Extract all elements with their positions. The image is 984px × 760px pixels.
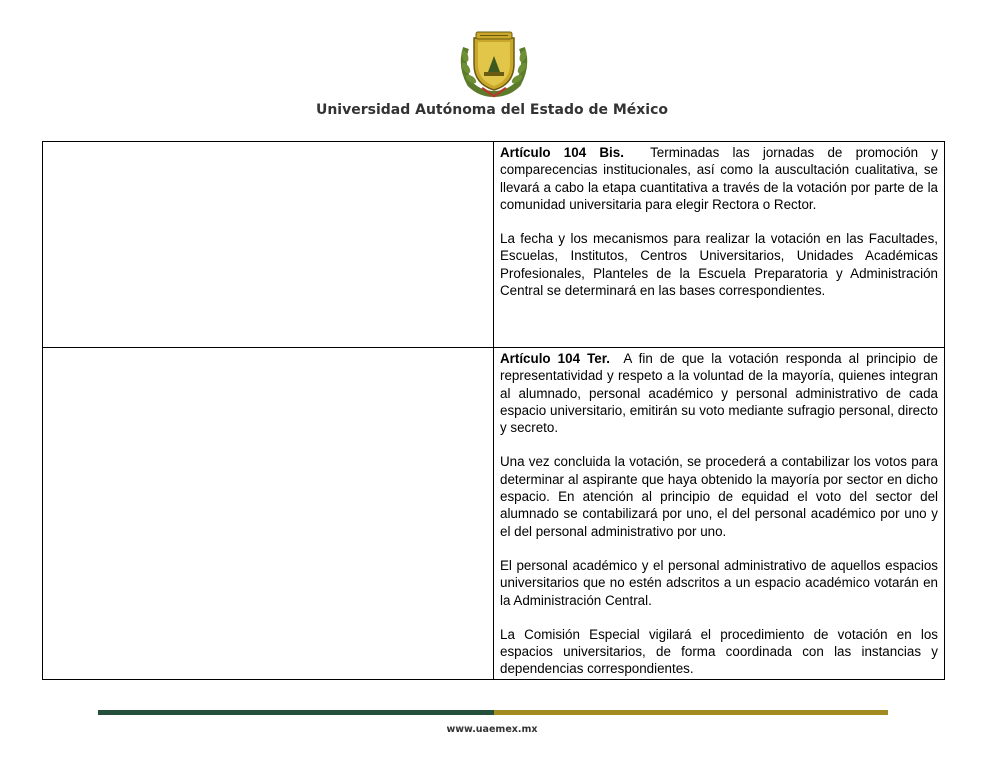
article-text: Terminadas las jornadas de promoción y comparecencias institucionales, así como la auscultación cualitativa, se llevará a cabo la etapa cuantitativa a través de la votación por parte de la comunidad universitaria para elegir Rectora o Rector. (500, 145, 942, 212)
article-paragraph: La Comisión Especial vigilará el procedimiento de votación en los espacios universitarios, de forma coordinada con las instancias y dependencias correspondientes. (500, 626, 938, 677)
footer-url[interactable]: www.uaemex.mx (446, 724, 538, 735)
footer-rule-gold (494, 710, 888, 715)
article-text: A fin de que la votación responda al principio de representatividad y respeto a la voluntad de la mayoría, quienes integran al alumnado, personal académico y personal administrativo de cada espacio universitario, emitirán su voto mediante sufragio personal, directo y secreto. (500, 351, 942, 436)
footer-rule-green (98, 710, 494, 715)
article-heading: Artículo 104 Bis. (500, 145, 624, 160)
regulation-table (42, 141, 945, 680)
right-cell (494, 142, 945, 348)
left-cell (43, 142, 494, 348)
right-cell (494, 348, 945, 680)
article-paragraph (500, 144, 942, 213)
table-row (43, 348, 945, 680)
article-paragraph: El personal académico y el personal administrativo de aquellos espacios universitarios que no estén adscritos a un espacio académico votarán en la Administración Central. (500, 557, 938, 608)
uaemex-seal-icon (456, 26, 532, 98)
institution-name: Universidad Autónoma del Estado de México (315, 102, 669, 118)
article-paragraph: La fecha y los mecanismos para realizar la votación en las Facultades, Escuelas, Institutos, Centros Universitarios, Unidades Académicas Profesionales, Planteles de la Escuela Preparatoria y Administración Central se determinará en las bases correspondientes. (500, 231, 938, 299)
article-heading: Artículo 104 Ter. (500, 351, 610, 366)
article-paragraph (500, 350, 942, 436)
table-row (43, 142, 945, 348)
article-paragraph: Una vez concluida la votación, se procederá a contabilizar los votos para determinar al aspirante que haya obtenido la mayoría por sector en dicho espacio. En atención al principio de equidad el voto del sector del alumnado se contabilizará por uno, el del personal académico por uno y el del personal administrativo por uno. (500, 454, 938, 539)
left-cell (43, 348, 494, 680)
